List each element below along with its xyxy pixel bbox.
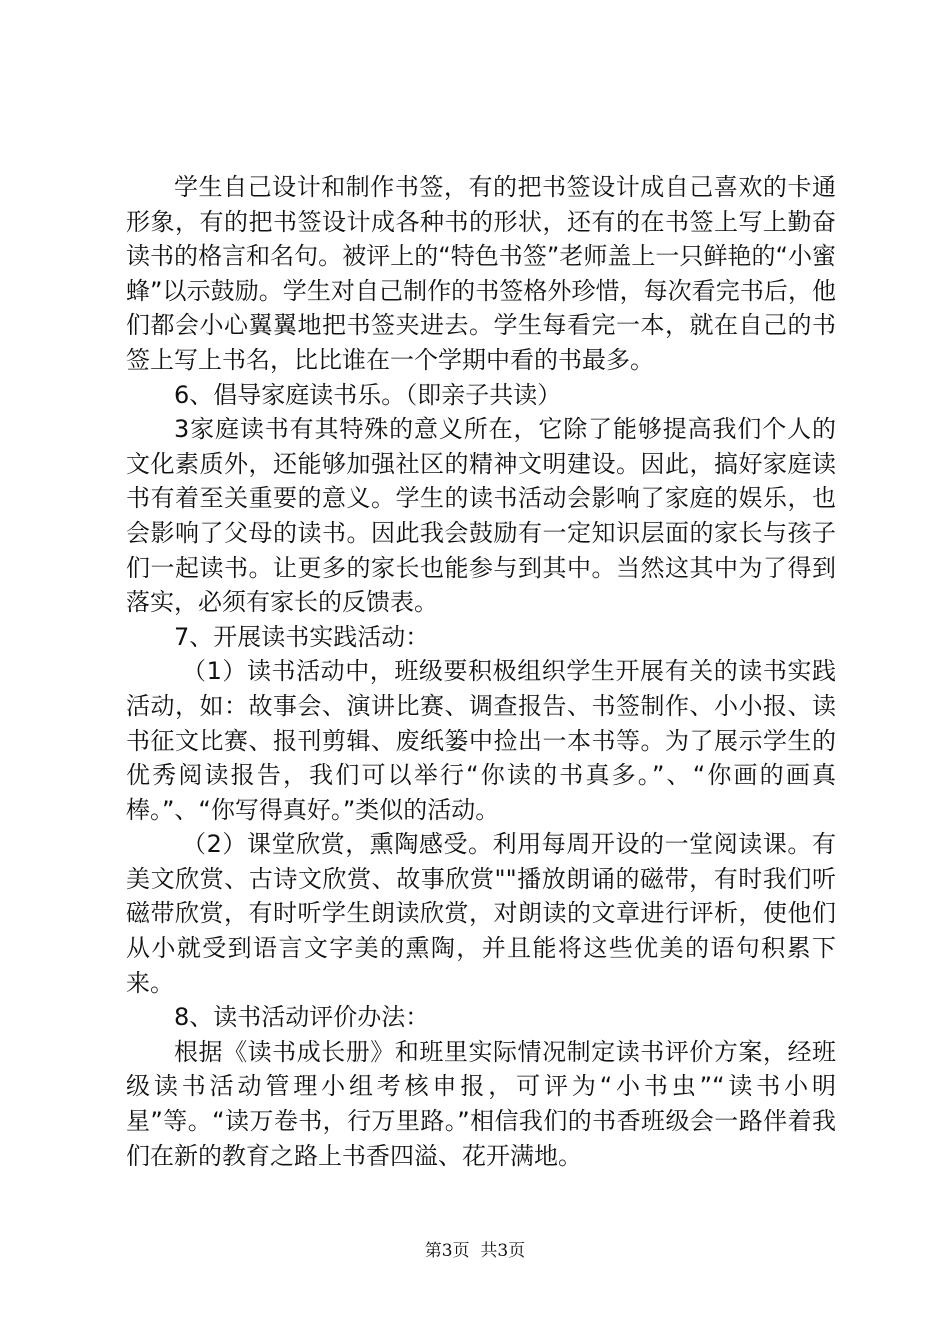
paragraph-bookmark-design: 学生自己设计和制作书签，有的把书签设计成自己喜欢的卡通形象，有的把书签设计成各种书的形状，还有的在书签上写上勤奋读书的格言和名句。被评上的“特色书签”老师盖上一只鲜艳的“小蜜蜂”以示鼓励。学生对自己制作的书签格外珍惜，每次看完书后，他们都会小心翼翼地把书签夹进去。学生每看完一本，就在自己的书签上写上书名，比比谁在一个学期中看的书最多。 bbox=[126, 173, 836, 374]
document-body bbox=[126, 170, 836, 1173]
heading-evaluation-method: 8、读书活动评价办法： bbox=[174, 1003, 430, 1032]
paragraph-activity-2: （2）课堂欣赏，熏陶感受。利用每周开设的一堂阅读课。有美文欣赏、古诗文欣赏、故事欣赏""播放朗诵的磁带，有时我们听磁带欣赏，有时听学生朗读欣赏，对朗读的文章进行评析，使他们从小就受到语言文字美的熏陶，并且能将这些优美的语句积累下来。 bbox=[126, 830, 836, 997]
heading-family-reading: 6、倡导家庭读书乐。（即亲子共读） bbox=[174, 380, 562, 409]
paragraph-family-reading: 3家庭读书有其特殊的意义所在，它除了能够提高我们个人的文化素质外，还能够加强社区的精神文明建设。因此，搞好家庭读书有着至关重要的意义。学生的读书活动会影响了家庭的娱乐，也会影响了父母的读书。因此我会鼓励有一定知识层面的家长与孩子们一起读书。让更多的家长也能参与到其中。当然这其中为了得到落实，必须有家长的反馈表。 bbox=[126, 415, 836, 617]
paragraph-evaluation: 根据《读书成长册》和班里实际情况制定读书评价方案，经班级读书活动管理小组考核申报，可评为“小书虫”“读书小明星”等。“读万卷书，行万里路。”相信我们的书香班级会一路伴着我们在新的教育之路上书香四溢、花开满地。 bbox=[126, 1037, 836, 1170]
heading-reading-activities: 7、开展读书实践活动： bbox=[174, 622, 430, 651]
paragraph-activity-1: （1）读书活动中，班级要积极组织学生开展有关的读书实践活动，如：故事会、演讲比赛、调查报告、书签制作、小小报、读书征文比赛、报刊剪辑、废纸篓中捡出一本书等。为了展示学生的优秀阅读报告，我们可以举行“你读的书真多。”、“你画的画真棒。”、“你写得真好。”类似的活动。 bbox=[126, 657, 836, 824]
page-number-footer: 第3页 共3页 bbox=[424, 1241, 526, 1261]
